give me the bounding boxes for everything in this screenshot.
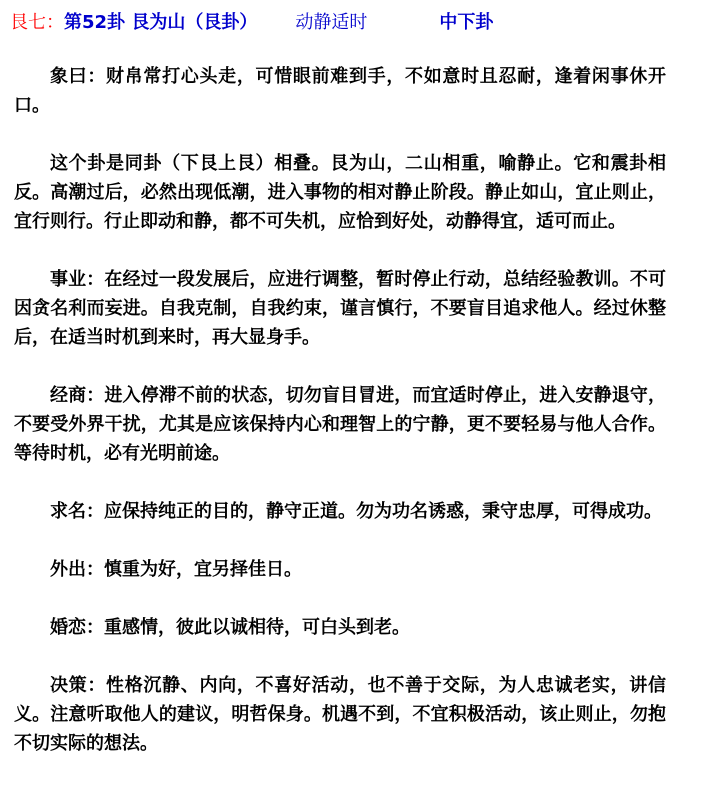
paragraph-career: 事业：在经过一段发展后，应进行调整，暂时停止行动，总结经验教训。不可因贪名利而妄进。自我克制，自我约束，谨言慎行，不要盲目追求他人。经过休整后，在适当时机到来时，再大显身手。 [14, 269, 666, 348]
hexagram-body [14, 62, 666, 758]
hexagram-header [10, 8, 493, 38]
hexagram-prefix: 艮七： [10, 12, 64, 33]
hexagram-motion: 动静适时 [295, 12, 368, 33]
paragraph-decision: 决策：性格沉静、内向，不喜好活动，也不善于交际，为人忠诚老实，讲信义。注意听取他人的建议，明哲保身。机遇不到，不宜积极活动，该止则止，勿抱不切实际的想法。 [14, 675, 666, 754]
paragraph-travel: 外出：慎重为好，宜另择佳日。 [50, 559, 302, 580]
paragraph-business: 经商：进入停滞不前的状态，切勿盲目冒进，而宜适时停止，进入安静退守，不要受外界干扰，尤其是应该保持内心和理智上的宁静，更不要轻易与他人合作。等待时机，必有光明前途。 [14, 385, 666, 464]
paragraph-explanation: 这个卦是同卦（下艮上艮）相叠。艮为山，二山相重，喻静止。它和震卦相反。高潮过后，必然出现低潮，进入事物的相对静止阶段。静止如山，宜止则止，宜行则行。行止即动和静，都不可失机，应恰到好处，动静得宜，适可而止。 [14, 153, 666, 232]
hexagram-title: 第52卦 艮为山（艮卦） [64, 12, 258, 33]
paragraph-image-verse: 象曰：财帛常打心头走，可惜眼前难到手，不如意时且忍耐，逢着闲事休开口。 [14, 66, 666, 116]
hexagram-rank: 中下卦 [439, 12, 494, 33]
paragraph-romance: 婚恋：重感情，彼此以诚相待，可白头到老。 [50, 617, 410, 638]
paragraph-fame: 求名：应保持纯正的目的，静守正道。勿为功名诱惑，秉守忠厚，可得成功。 [50, 501, 662, 522]
